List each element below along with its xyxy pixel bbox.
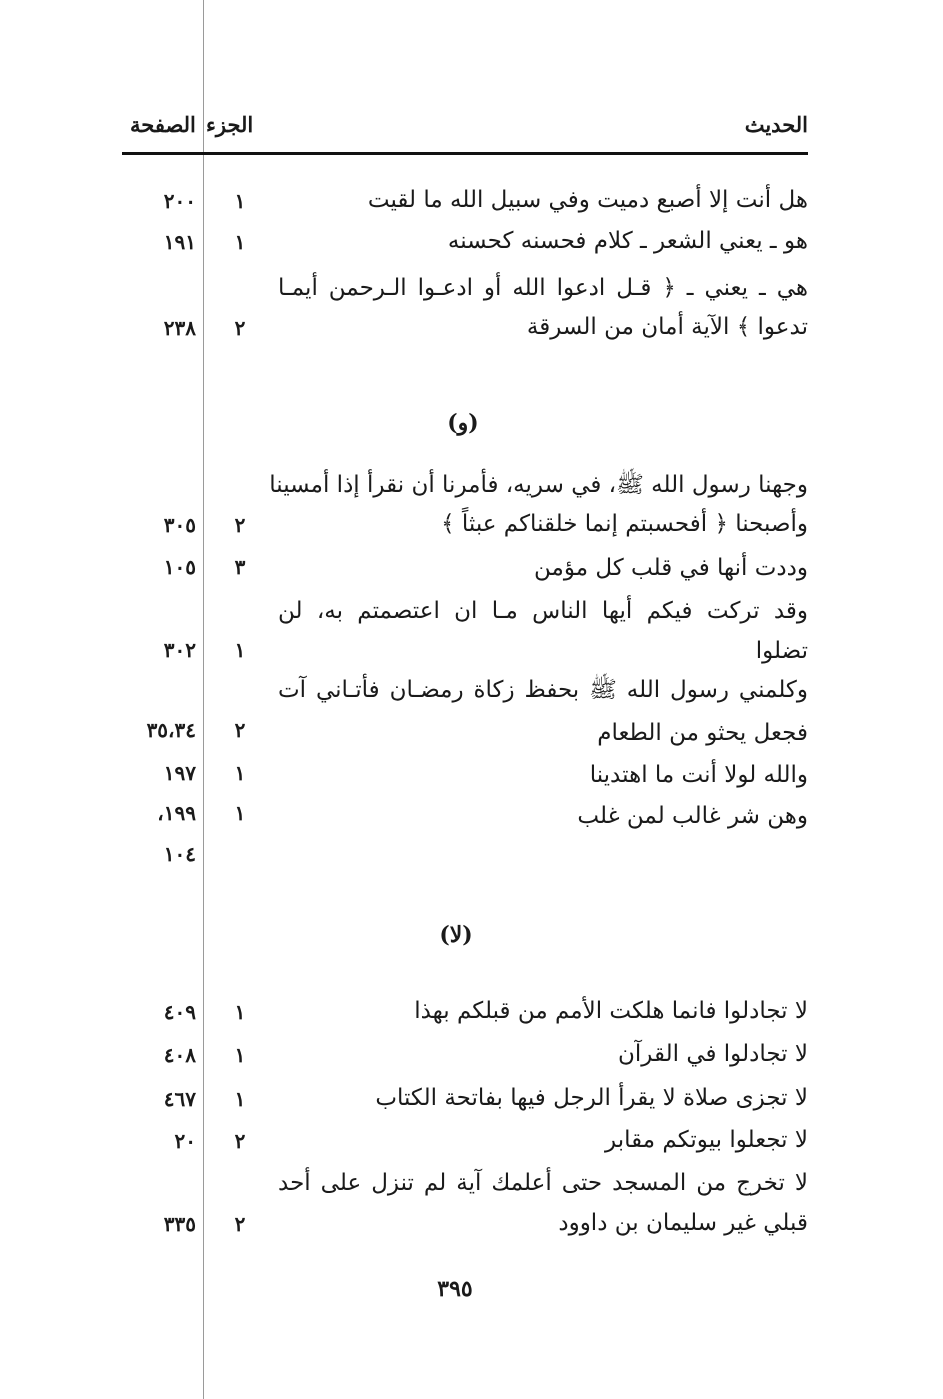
juz-value: ٢ bbox=[234, 1129, 246, 1153]
page-value: ٣٠٥ bbox=[163, 513, 196, 537]
page-value: ١٩١ bbox=[163, 230, 196, 254]
page-value-continued: ١٠٤ bbox=[163, 842, 196, 866]
hadith-text: لا تجعلوا بيوتكم مقابر bbox=[605, 1127, 808, 1153]
juz-value: ٢ bbox=[234, 316, 246, 340]
hadith-text: والله لولا أنت ما اهتدينا bbox=[589, 762, 808, 788]
page-value: ٤٦٧ bbox=[163, 1087, 196, 1111]
hadith-text: وقد تركت فيكم أيها الناس مـا ان اعتصمتم به، لن bbox=[278, 598, 808, 624]
page-value: ٢٣٨ bbox=[163, 316, 196, 340]
juz-value: ١ bbox=[234, 761, 246, 785]
juz-value: ١ bbox=[234, 1000, 246, 1024]
header-juz: الجزء bbox=[206, 112, 254, 137]
hadith-text: قبلي غير سليمان بن داوود bbox=[558, 1210, 808, 1236]
hadith-text: وكلمني رسول الله ﷺ بحفظ زكاة رمضـان فأتـاني آت bbox=[278, 677, 808, 703]
hadith-text: لا تجادلوا في القرآن bbox=[618, 1041, 808, 1067]
hadith-text: فجعل يحثو من الطعام bbox=[597, 720, 808, 746]
page-value: ١٠٥ bbox=[163, 555, 196, 579]
page-value: ٤٠٩ bbox=[163, 1000, 196, 1024]
hadith-text: هل أنت إلا أصبع دميت وفي سبيل الله ما لقيت bbox=[367, 187, 808, 213]
hadith-text: لا تجادلوا فانما هلكت الأمم من قبلكم بهذا bbox=[414, 998, 808, 1024]
page-value: ٣٣٥ bbox=[163, 1212, 196, 1236]
juz-value: ١ bbox=[234, 1043, 246, 1067]
page-value: ٢٠ bbox=[174, 1129, 196, 1153]
section-heading-waw: (و) bbox=[447, 410, 479, 436]
hadith-text: وجهنا رسول الله ﷺ، في سريه، فأمرنا أن نقرأ إذا أمسينا bbox=[269, 472, 808, 498]
header-page: الصفحة bbox=[130, 112, 196, 137]
hadith-text: لا تجزى صلاة لا يقرأ الرجل فيها بفاتحة الكتاب bbox=[375, 1085, 808, 1111]
juz-value: ٣ bbox=[234, 555, 246, 579]
hadith-text: لا تخرج من المسجد حتى أعلمك آية لم تنزل على أحد bbox=[278, 1170, 808, 1196]
juz-value: ١ bbox=[234, 638, 246, 662]
juz-value: ٢ bbox=[234, 513, 246, 537]
header-hadith: الحديث bbox=[744, 112, 808, 137]
page-value: ٤٠٨ bbox=[163, 1043, 196, 1067]
hadith-text: تضلوا bbox=[755, 638, 808, 664]
hadith-text: وددت أنها في قلب كل مؤمن bbox=[534, 555, 808, 581]
hadith-text: هو ـ يعني الشعر ـ كلام فحسنه كحسنه bbox=[447, 228, 808, 254]
page-value: ٢٠٠ bbox=[163, 189, 196, 213]
hadith-text: هي ـ يعني ـ ﴿ قـل ادعوا الله أو ادعـوا الـرحمن أيمـا bbox=[278, 275, 808, 301]
page-value: ٣٥،٣٤ bbox=[146, 718, 196, 742]
header-rule bbox=[122, 152, 808, 155]
hadith-text: وهن شر غالب لمن غلب bbox=[577, 803, 808, 829]
juz-value: ١ bbox=[234, 1087, 246, 1111]
page-value: ٣٠٢ bbox=[163, 638, 196, 662]
juz-value: ٢ bbox=[234, 718, 246, 742]
column-divider bbox=[203, 0, 204, 1399]
section-heading-la: (لا) bbox=[439, 922, 473, 948]
page-value: ١٩٧ bbox=[163, 761, 196, 785]
page-value: ١٩٩، bbox=[157, 801, 196, 825]
juz-value: ١ bbox=[234, 189, 246, 213]
page-number: ٣٩٥ bbox=[437, 1276, 473, 1302]
juz-value: ١ bbox=[234, 801, 246, 825]
juz-value: ٢ bbox=[234, 1212, 246, 1236]
hadith-text: وأصبحنا ﴿ أفحسبتم إنما خلقناكم عبثاً ﴾ bbox=[441, 511, 808, 537]
hadith-text: تدعوا ﴾ الآية أمان من السرقة bbox=[526, 314, 808, 340]
juz-value: ١ bbox=[234, 230, 246, 254]
